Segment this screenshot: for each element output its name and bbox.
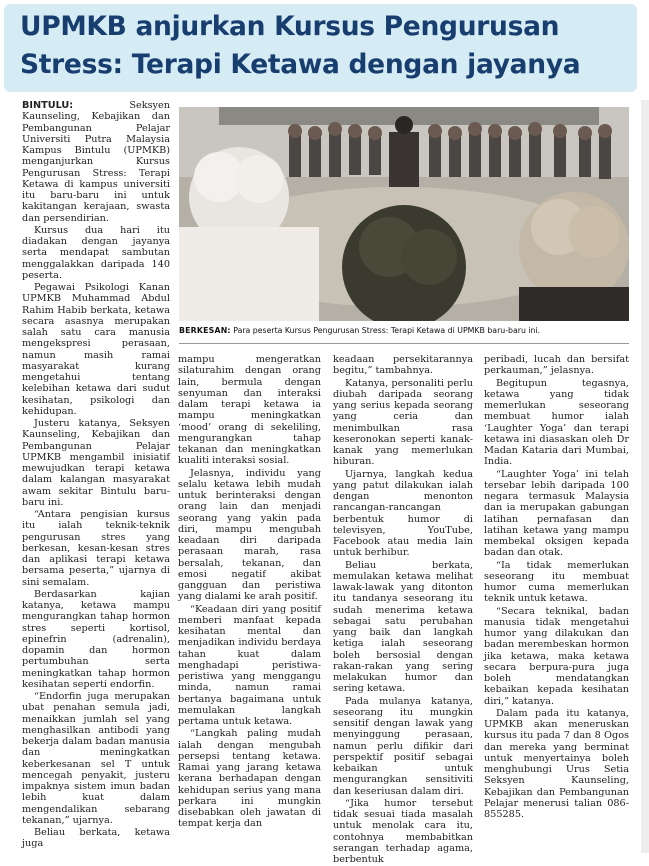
- paragraph: Begitupun tegasnya, ketawa yang tidak memerlukan seseorang membuat humor ialah ‘Laughter Yoga’ dan terapi ketawa ini diasaskan oleh Dr Madan Kataria dari Mumbai, India.: [484, 377, 629, 468]
- photo-illustration: [179, 107, 629, 321]
- paragraph: Ujarnya, langkah kedua yang patut dilakukan ialah dengan menonton rancangan-rancangan berbentuk humor di televisyen, YouTube, Facebook atau media lain untuk berhibur.: [333, 468, 473, 559]
- caption-divider: [179, 343, 629, 344]
- paragraph: Berdasarkan kajian katanya, ketawa mampu mengurangkan tahap hormon stres seperti kortisol, epinefrin (adrenalin), dopamin dan hormon pertumbuhan serta meningkatkan tahap hormon kesihatan seperti endorfin.: [22, 588, 170, 690]
- page-edge: [641, 100, 649, 853]
- headline: [20, 8, 640, 84]
- headline-line-1: UPMKB anjurkan Kursus Pengurusan: [20, 11, 560, 42]
- article-column-2: [178, 354, 321, 831]
- paragraph: “Antara pengisian kursus itu ialah teknik-teknik pengurusan stres yang berkesan, kesan-kesan stres dan aplikasi terapi ketawa bersama peserta,” ujarnya di sini semalam.: [22, 509, 170, 588]
- paragraph: Kursus dua hari itu diadakan dengan jayanya serta mendapat sambutan menggalakkan daripada 140 peserta.: [22, 224, 170, 281]
- paragraph: Justeru katanya, Seksyen Kaunseling, Kebajikan dan Pembangunan Pelajar UPMKB mengambil inisiatif mewujudkan terapi ketawa dalam kalangan masyarakat awam sekitar Bintulu baru-baru ini.: [22, 418, 170, 508]
- headline-line-2: Stress: Terapi Ketawa dengan jayanya: [20, 49, 581, 80]
- paragraph: Dalam pada itu katanya, UPMKB akan meneruskan kursus itu pada 7 dan 8 Ogos dan mereka yang berminat untuk menyertainya boleh menghubungi Urus Setia Seksyen Kaunseling, Kebajikan dan Pembangunan Pelajar menerusi talian 086-855285.: [484, 707, 629, 820]
- paragraph: keadaan persekitarannya begitu,” tambahnya.: [333, 354, 473, 377]
- article-column-1: [22, 100, 170, 851]
- paragraph: “Jika humor tersebut tidak sesuai tiada masalah untuk menolak cara itu, contohnya membabitkan serangan terhadap agama, berbentuk: [333, 797, 473, 865]
- paragraph: peribadi, lucah dan bersifat perkauman,” jelasnya.: [484, 354, 629, 377]
- paragraph: “Endorfin juga merupakan ubat penahan semula jadi, menaikkan jumlah sel yang menghasilkan antibodi yang bekerja dalam badan manusia dan meningkatkan keberkesanan sel T untuk mencegah penyakit, justeru impaknya sistem imun badan lebih kuat dalam mengendalikan sebarang tekanan,” ujarnya.: [22, 691, 170, 826]
- caption-label: BERKESAN:: [179, 326, 231, 335]
- paragraph: Pada mulanya katanya, seseorang itu mungkin sensitif dengan lawak yang menyinggung perasaan, namun perlu difikir dari perspektif positif sebagai kebaikan untuk mengurangkan sensitiviti dan keseriusan dalam diri.: [333, 695, 473, 797]
- article-column-3: [333, 354, 473, 866]
- paragraph: Katanya, personaliti perlu diubah daripada seorang yang serius kepada seorang yang ceria dan menimbulkan rasa keseronokan seperti kanak-kanak yang memerlukan hiburan.: [333, 377, 473, 468]
- paragraph: Pegawai Psikologi Kanan UPMKB Muhammad Abdul Rahim Habib berkata, ketawa secara asasnya merupakan salah satu cara manusia mengekspresi perasaan, namun masih ramai masyarakat kurang mengetahui tentang kelebihan ketawa dari sudut kesihatan, psikologi dan kehidupan.: [22, 282, 170, 417]
- article-photo: [179, 107, 629, 321]
- article-column-4: [484, 354, 629, 821]
- paragraph: “Ia tidak memerlukan seseorang itu membuat humor cuma memerlukan teknik untuk ketawa.: [484, 559, 629, 605]
- caption-text: Para peserta Kursus Pengurusan Stress: Terapi Ketawa di UPMKB baru-baru ini.: [230, 326, 541, 335]
- dateline: BINTULU:: [22, 100, 74, 111]
- paragraph: “Langkah paling mudah ialah dengan mengubah persepsi tentang ketawa. Ramai yang jarang ketawa kerana berhadapan dengan kehidupan serius yang mana perkara ini mungkin disebabkan oleh jawatan di tempat kerja dan: [178, 728, 321, 830]
- paragraph: “Keadaan diri yang positif memberi manfaat kepada kesihatan mental dan menjadikan individu berdaya tahan kuat dalam menghadapi peristiwa-peristiwa yang menggangu minda, namun ramai bertanya bagaimana untuk memulakan langkah pertama untuk ketawa.: [178, 603, 321, 727]
- paragraph: mampu mengeratkan silaturahim dengan orang lain, bermula dengan senyuman dan interaksi dalam terapi ketawa ia mampu meningkatkan ‘mood’ orang di sekeliling, mengurangkan tahap tekanan dan meningkatkan kualiti interaksi sosial.: [178, 354, 321, 467]
- paragraph: “Secara teknikal, badan manusia tidak mengetahui humor yang dilakukan dan badan merembeskan hormon jika ketawa, maka ketawa secara berpura-pura juga boleh mendatangkan kebaikan kepada kesihatan diri,” katanya.: [484, 605, 629, 707]
- paragraph: [22, 100, 170, 224]
- paragraph: “Laughter Yoga’ ini telah tersebar lebih daripada 100 negara termasuk Malaysia dan ia merupakan gabungan latihan pernafasan dan latihan ketawa yang mampu membekal oksigen kepada badan dan otak.: [484, 468, 629, 559]
- paragraph: Jelasnya, individu yang selalu ketawa lebih mudah untuk berinteraksi dengan orang lain dan menjadi seorang yang yakin pada diri, mampu mengubah keadaan diri daripada perasaan marah, rasa bersalah, tekanan, dan emosi negatif akibat gangguan dan peristiwa yang dialami ke arah positif.: [178, 467, 321, 603]
- paragraph-text: Seksyen Kaunseling, Kebajikan dan Pembangunan Pelajar Universiti Putra Malaysia Kampus Bintulu (UPMKB) menganjurkan Kursus Pengurusan Stress: Terapi Ketawa di kampus universiti itu baru-baru ini untuk kakitangan kerajaan, swasta dan persendirian.: [22, 100, 170, 224]
- paragraph: Beliau berkata, ketawa juga: [22, 827, 170, 850]
- paragraph: Beliau berkata, memulakan ketawa melihat lawak-lawak yang ditonton itu tandanya seseorang itu sudah menerima ketawa sebagai satu perubahan yang baik dan langkah ketiga ialah seseorang boleh bersosial dengan rakan-rakan yang sering melakukan humor dan sering ketawa.: [333, 559, 473, 695]
- photo-caption: [179, 326, 639, 336]
